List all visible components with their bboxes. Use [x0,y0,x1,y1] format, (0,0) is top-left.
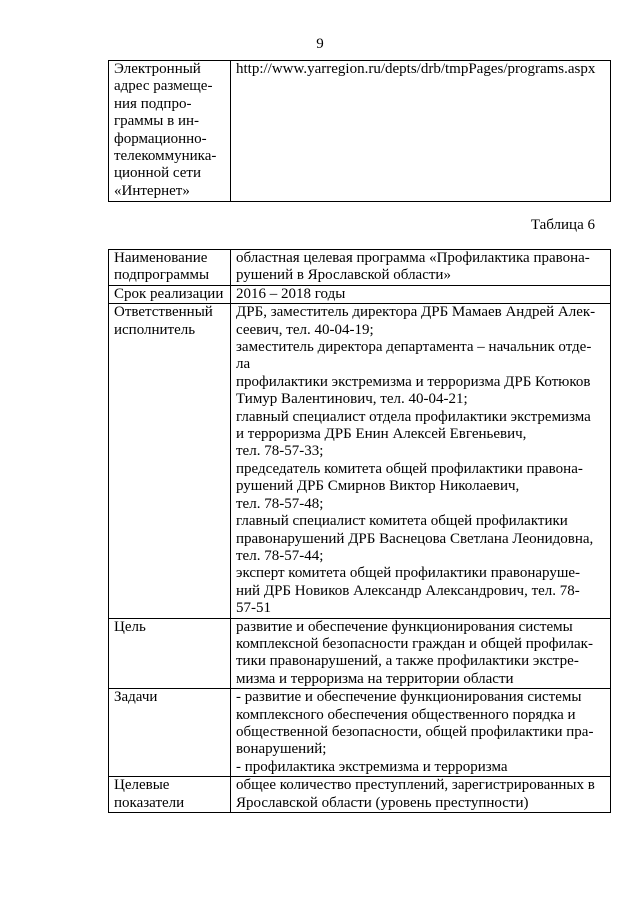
value-line: тел. 78-57-48; [236,495,324,512]
label-line: «Интернет» [114,182,190,199]
row-value-cell [231,285,611,303]
value-line: рушений ДРБ Смирнов Виктор Николаевич, [236,478,520,495]
row-value-cell [231,618,611,689]
value-line: Ярославской области (уровень преступности) [236,794,529,811]
value-line: эксперт комитета общей профилактики правонаруше- [236,565,581,582]
row-label-cell [109,304,231,618]
value-line: - профилактика экстремизма и терроризма [236,758,508,775]
row-label-cell [109,618,231,689]
row-value-cell [231,304,611,618]
value-line: и терроризма ДРБ Енин Алексей Евгеньевич, [236,426,527,443]
table-row [109,61,611,202]
label-line: Наименование [114,250,208,266]
internet-address-table [108,60,611,202]
value-line: ла [236,356,251,373]
label-line: Цель [114,618,146,635]
value-line: областная целевая программа «Профилактика правона- [236,250,590,266]
row-value-cell [231,777,611,813]
label-line: адрес размеще- [114,78,213,95]
label-line: Электронный [114,61,201,77]
subprogram-passport-table [108,249,611,813]
value-line: комплексного обеспечения общественного порядка и [236,706,576,723]
table-row [109,285,611,303]
table-row [109,304,611,618]
value-line: тел. 78-57-44; [236,547,324,564]
row-label-cell [109,777,231,813]
program-url-link[interactable]: http://www.yarregion.ru/depts/drb/tmpPages/programs.aspx [236,61,596,77]
value-line: 2016 – 2018 годы [236,285,346,302]
label-line: ния подпро- [114,95,192,112]
value-line: общее количество преступлений, зарегистрированных в [236,777,595,794]
row-value-cell [231,689,611,777]
value-line: 57-51 [236,600,271,617]
label-line: формационно- [114,130,207,147]
label-line: Задачи [114,689,158,706]
value-line: рушений в Ярославской области» [236,267,451,284]
value-line: председатель комитета общей профилактики правона- [236,460,583,477]
value-line: главный специалист комитета общей профилактики [236,513,568,530]
value-line: сеевич, тел. 40-04-19; [236,321,374,338]
row-label-cell [109,689,231,777]
value-line: Тимур Валентинович, тел. 40-04-21; [236,391,468,408]
value-line: заместитель директора департамента – начальник отде- [236,339,592,356]
row-label-cell [109,250,231,286]
value-line: комплексной безопасности граждан и общей профилак- [236,635,593,652]
value-line: тики правонарушений, а также профилактики экстре- [236,653,579,670]
value-line: ДРБ, заместитель директора ДРБ Мамаев Андрей Алек- [236,304,596,321]
value-line: - развитие и обеспечение функционирования системы [236,689,582,706]
value-line: главный специалист отдела профилактики экстремизма [236,408,591,425]
label-line: граммы в ин- [114,113,200,130]
label-line: Целевые [114,777,170,794]
table-row [109,777,611,813]
table-caption: Таблица 6 [530,217,595,233]
value-line: вонарушений; [236,741,327,758]
label-line: подпрограммы [114,267,210,284]
value-line: развитие и обеспечение функционирования системы [236,618,573,635]
label-line: Ответственный [114,304,213,321]
label-line: ционной сети [114,165,201,182]
row-value-cell [231,250,611,286]
row-label-cell [109,61,231,202]
label-line: телекоммуника- [114,148,217,165]
row-label-cell [109,285,231,303]
page-number: 9 [316,36,324,52]
table-row [109,618,611,689]
table-row [109,250,611,286]
value-line: профилактики экстремизма и терроризма ДРБ Котюков [236,373,591,390]
table-row [109,689,611,777]
label-line: показатели [114,794,185,811]
label-line: исполнитель [114,321,196,338]
value-line: общественной безопасности, общей профилактики пра- [236,723,594,740]
value-line: ний ДРБ Новиков Александр Александрович, тел. 78- [236,582,580,599]
value-line: мизма и терроризма на территории области [236,670,514,687]
value-line: тел. 78-57-33; [236,443,324,460]
label-line: Срок реализации [114,285,224,302]
value-line: правонарушений ДРБ Васнецова Светлана Леонидовна, [236,530,594,547]
row-value-cell [231,61,611,202]
